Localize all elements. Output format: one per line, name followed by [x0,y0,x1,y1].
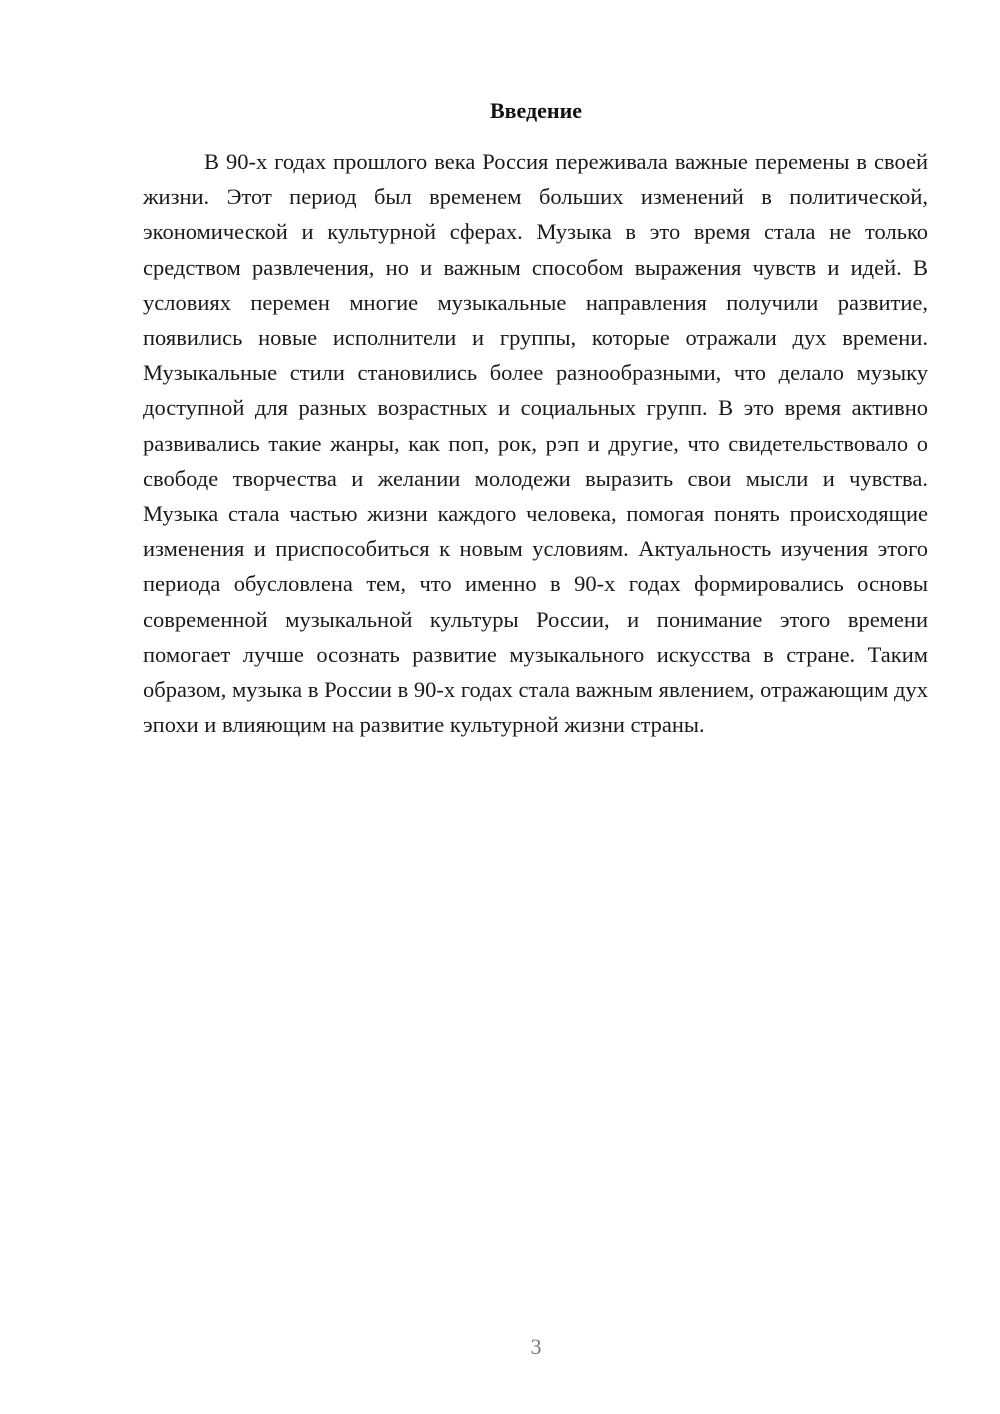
section-heading: Введение [489,98,583,123]
page-number: 3 [530,1334,542,1359]
body-paragraph: В 90-х годах прошлого века Россия переживала важные перемены в своей жизни. Этот период был временем больших изменений в политической, экономической и культурной сферах. Музыка в это время стала не только средством развлечения, но и важным способом выражения чувств и идей. В условиях перемен многие музыкальные направления получили развитие, появились новые исполнители и группы, которые отражали дух времени. Музыкальные стили становились более разнообразными, что делало музыку доступной для разных возрастных и социальных групп. В это время активно развивались такие жанры, как поп, рок, рэп и другие, что свидетельствовало о свободе творчества и желании молодежи выразить свои мысли и чувства. Музыка стала частью жизни каждого человека, помогая понять происходящие изменения и приспособиться к новым условиям. Актуальность изучения этого периода обусловлена тем, что именно в 90-х годах формировались основы современной музыкальной культуры России, и понимание этого времени помогает лучше осознать развитие музыкального искусства в стране. Таким образом, музыка в России в 90-х годах стала важным явлением, отражающим дух эпохи и влияющим на развитие культурной жизни страны. [143,149,928,738]
